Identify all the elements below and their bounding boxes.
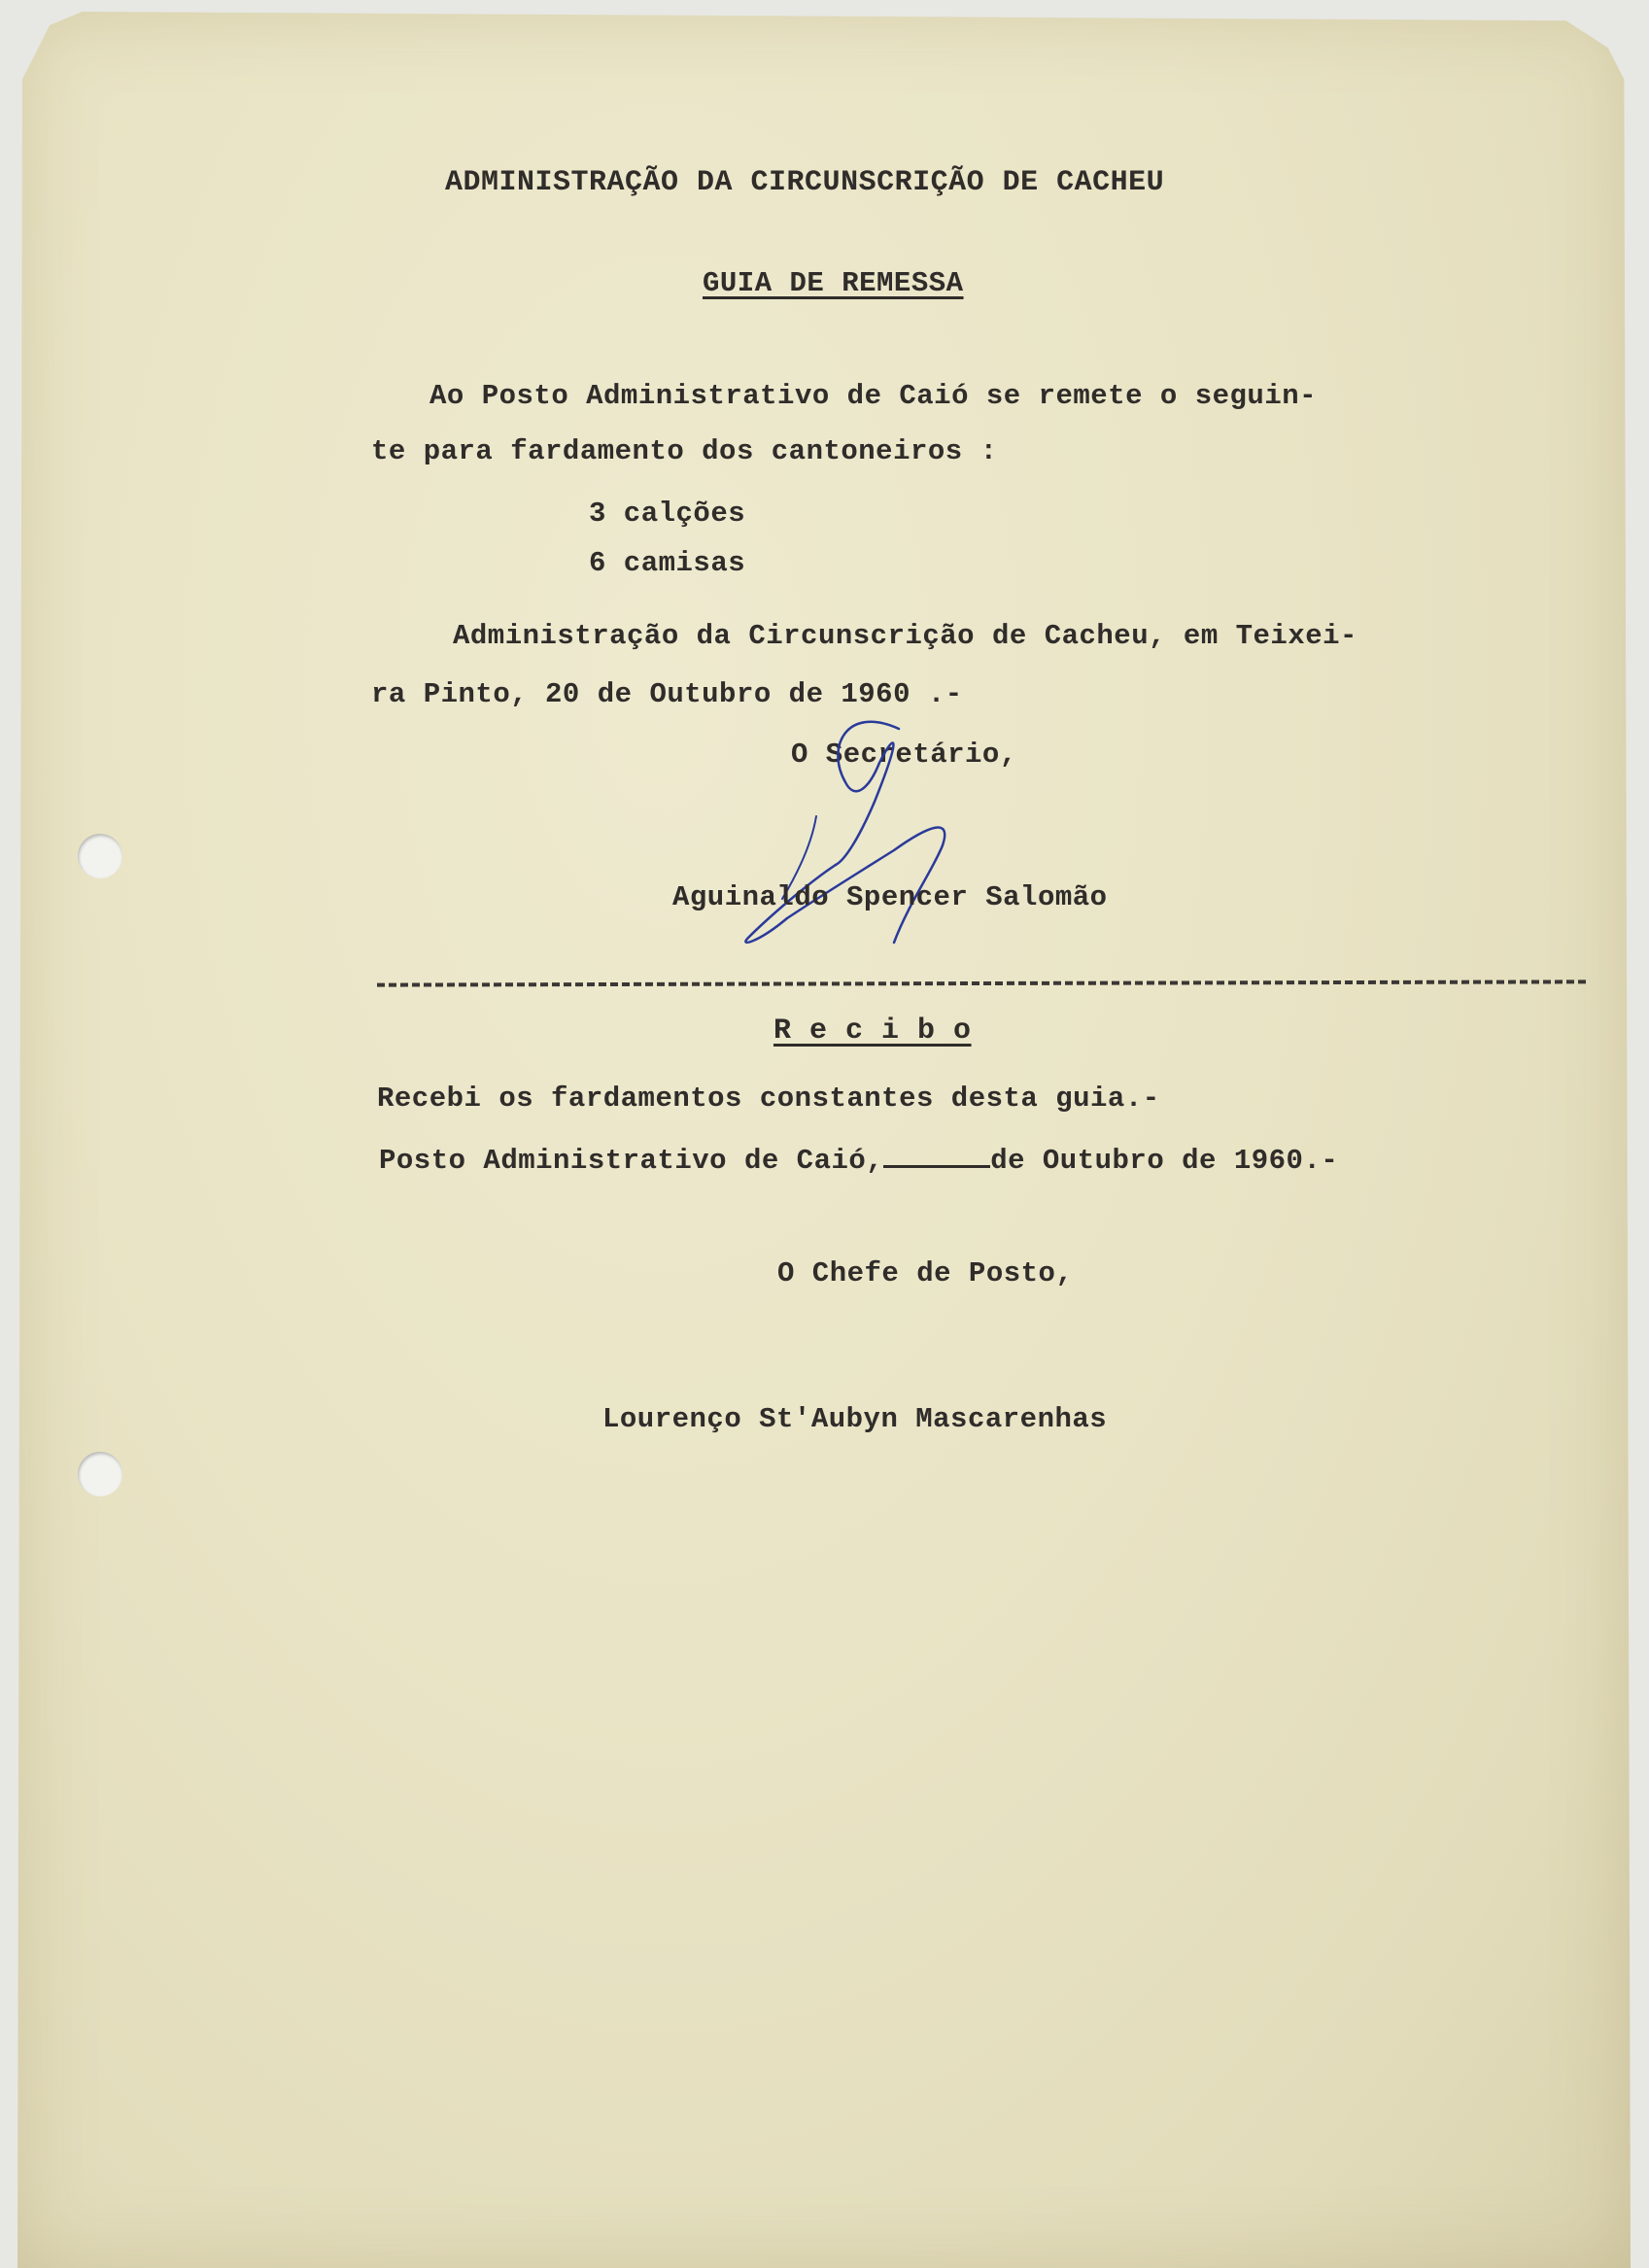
receipt-line-1: Recebi os fardamentos constantes desta guia.- [377, 1082, 1160, 1115]
handwritten-signature [700, 709, 991, 962]
document-page [17, 12, 1631, 2268]
day-blank-field [883, 1165, 990, 1168]
secretary-role: O Secretário, [791, 739, 1017, 771]
document-subtitle: GUIA DE REMESSA [703, 267, 964, 299]
document-title: ADMINISTRAÇÃO DA CIRCUNSCRIÇÃO DE CACHEU [445, 166, 1165, 199]
place-date-line-2: ra Pinto, 20 de Outubro de 1960 .- [371, 678, 963, 710]
punch-hole-top [78, 834, 122, 878]
chief-name: Lourenço St'Aubyn Mascarenhas [602, 1403, 1108, 1435]
signature-stroke [836, 722, 899, 865]
receipt-line-2-prefix: Posto Administrativo de Caió, [379, 1145, 884, 1177]
intro-line-1: Ao Posto Administrativo de Caió se remete o seguin- [429, 380, 1318, 412]
receipt-line-2 [379, 1147, 1338, 1175]
chief-role: O Chefe de Posto, [777, 1257, 1074, 1289]
secretary-name: Aguinaldo Spencer Salomão [672, 881, 1108, 913]
intro-line-2: te para fardamento dos cantoneiros : [371, 435, 998, 467]
place-date-line-1: Administração da Circunscrição de Cacheu, em Teixei- [453, 620, 1357, 652]
item-line: 6 camisas [589, 547, 746, 579]
receipt-line-2-suffix: de Outubro de 1960.- [990, 1145, 1339, 1177]
punch-hole-bottom [78, 1452, 122, 1496]
item-line: 3 calções [589, 498, 746, 530]
receipt-title: R e c i b o [773, 1014, 972, 1048]
